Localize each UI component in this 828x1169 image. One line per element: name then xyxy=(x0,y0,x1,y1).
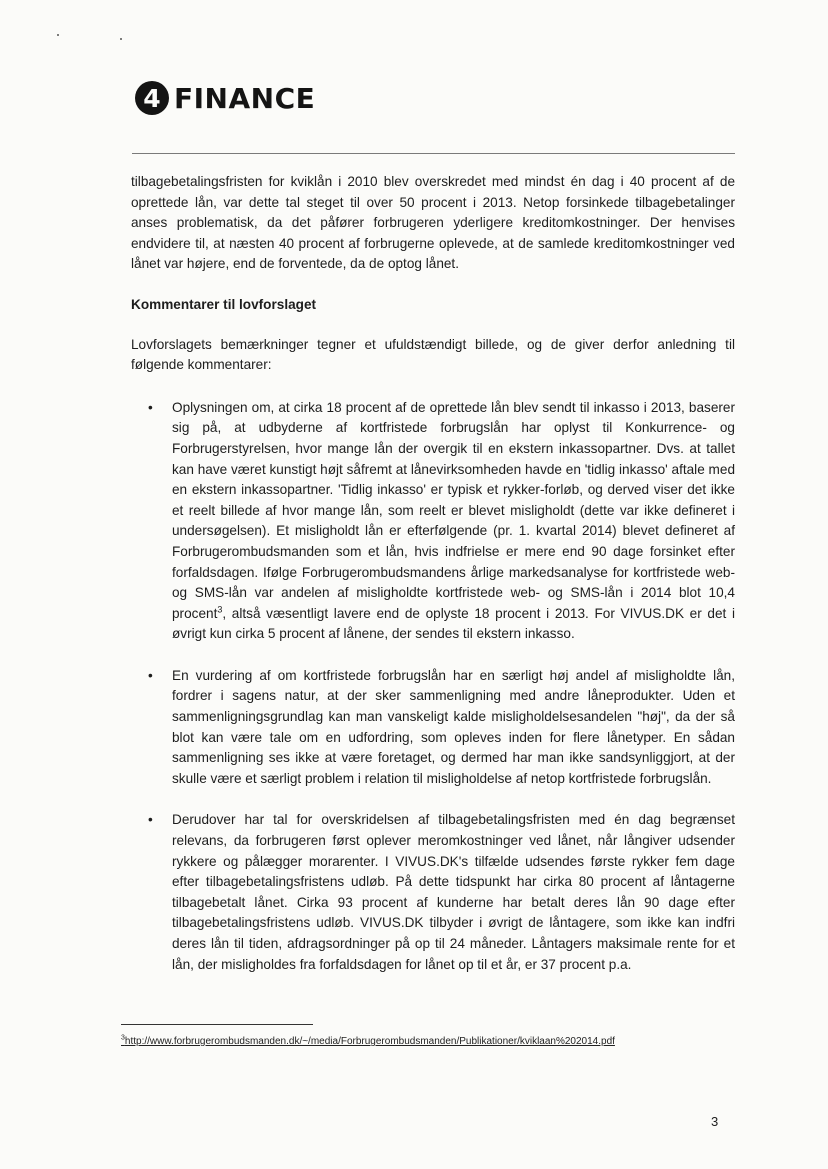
scan-speck xyxy=(57,34,59,36)
list-item-text-continued: , altså væsentligt lavere end de oplyste 18 procent i 2013. For VIVUS.DK er det i øvrigt kun cirka 5 procent af lånene, der sendes til ekstern inkasso. xyxy=(172,605,735,642)
document-body xyxy=(131,172,735,996)
footnote-reference[interactable]: 3 xyxy=(217,604,223,615)
list-item-text: Derudover har tal for overskridelsen af tilbagebetalingsfristen med én dag begrænset relevans, da forbrugeren først oplever meromkostninger ved lånet, når långiver udsender rykkere og pålægger morarenter. I VIVUS.DK's tilfælde udsendes første rykker fem dage efter tilbagebetalingsfristens udløb. På dette tidspunkt har cirka 80 procent af låntagerne tilbagebetalt lånet. Cirka 93 procent af kunderne har betalt deres lån 90 dage efter tilbagebetalingsfristens udløb. VIVUS.DK tilbyder i øvrigt de låntagere, som ikke kan indfri deres lån til tiden, afdragsordninger på op til 24 måneder. Låntagers maksimale rente for et lån, der misligholdes fra forfaldsdagen for lånet op til et år, er 37 procent p.a. xyxy=(172,812,735,972)
footnote xyxy=(121,1036,615,1047)
bullet-icon: • xyxy=(148,399,153,415)
bullet-icon: • xyxy=(148,667,153,683)
header-divider xyxy=(132,153,735,154)
company-logo xyxy=(134,80,315,116)
logo-wordmark: FINANCE xyxy=(174,81,316,115)
list-item xyxy=(131,810,735,975)
bullet-icon: • xyxy=(148,812,153,828)
page-number: 3 xyxy=(711,1114,719,1129)
intro-paragraph: Lovforslagets bemærkninger tegner et ufuldstændigt billede, og de giver derfor anledning til følgende kommentarer: xyxy=(131,336,735,373)
scan-speck xyxy=(120,38,122,40)
comment-list xyxy=(131,398,735,975)
footnote-separator xyxy=(121,1024,313,1025)
list-item-text: En vurdering af om kortfristede forbrugslån har en særligt høj andel af misligholdte lån, fordrer i sagens natur, at der sker sammenligning med andre låneprodukter. Uden et sammenligningsgrundlag kan man vanskeligt kalde misligholdelsesandelen "høj", da der så blot kan være tale om en udfordring, som opleves inden for flere lånetyper. En sådan sammenligning ses ikke at være foretaget, og dermed har man ikke sandsynliggjort, at der skulle være et særligt problem i relation til misligholdelse af netop kortfristede forbrugslån. xyxy=(172,667,735,786)
4finance-logo-icon xyxy=(134,80,170,116)
section-heading: Kommentarer til lovforslaget xyxy=(131,296,317,312)
list-item xyxy=(131,398,735,645)
paragraph-continuation: tilbagebetalingsfristen for kviklån i 2010 blev overskredet med mindst én dag i 40 procent af de oprettede lån, var dette tal steget til over 50 procent i 2013. Netop forsinkede tilbagebetalinger anses problematisk, da det påfører forbrugeren yderligere kreditomkostninger. Der henvises endvidere til, at næsten 40 procent af forbrugerne oplevede, at de samlede kreditomkostninger ved lånet var højere, end de forventede, da de optog lånet. xyxy=(131,174,735,272)
footnote-link[interactable]: http://www.forbrugerombudsmanden.dk/~/media/Forbrugerombudsmanden/Publikationer/kviklaan%202014.pdf xyxy=(124,1036,615,1047)
footnote-marker: 3 xyxy=(121,1034,125,1042)
list-item xyxy=(131,666,735,790)
list-item-text: Oplysningen om, at cirka 18 procent af de oprettede lån blev sendt til inkasso i 2013, baserer sig på, at udbyderne af kortfristede forbrugslån har oplyst til Konkurrence- og Forbrugerstyrelsen, hvor mange lån der overgik til en ekstern inkassopartner. Dvs. at tallet kan have været kunstigt højt såfremt at lånevirksomheden havde en 'tidlig inkasso' aftale med en ekstern inkassopartner. 'Tidlig inkasso' er typisk et rykker-forløb, og derved viser det ikke et reelt billede af hvor mange lån, som reelt er blevet misligholdt (dette var ikke defineret i undersøgelsen). Et misligholdt lån er efterfølgende (pr. 1. kvartal 2014) blevet defineret af Forbrugerombudsmanden som et lån, hvis indfrielse er mere end 90 dage forsinket efter forfaldsdagen. Ifølge Forbrugerombudsmandens årlige markedsanalyse for kortfristede web- og SMS-lån var andelen af misligholdte kortfristede web- og SMS-lån i 2014 blot 10,4 procent xyxy=(172,399,735,621)
svg-text:4: 4 xyxy=(143,84,161,113)
